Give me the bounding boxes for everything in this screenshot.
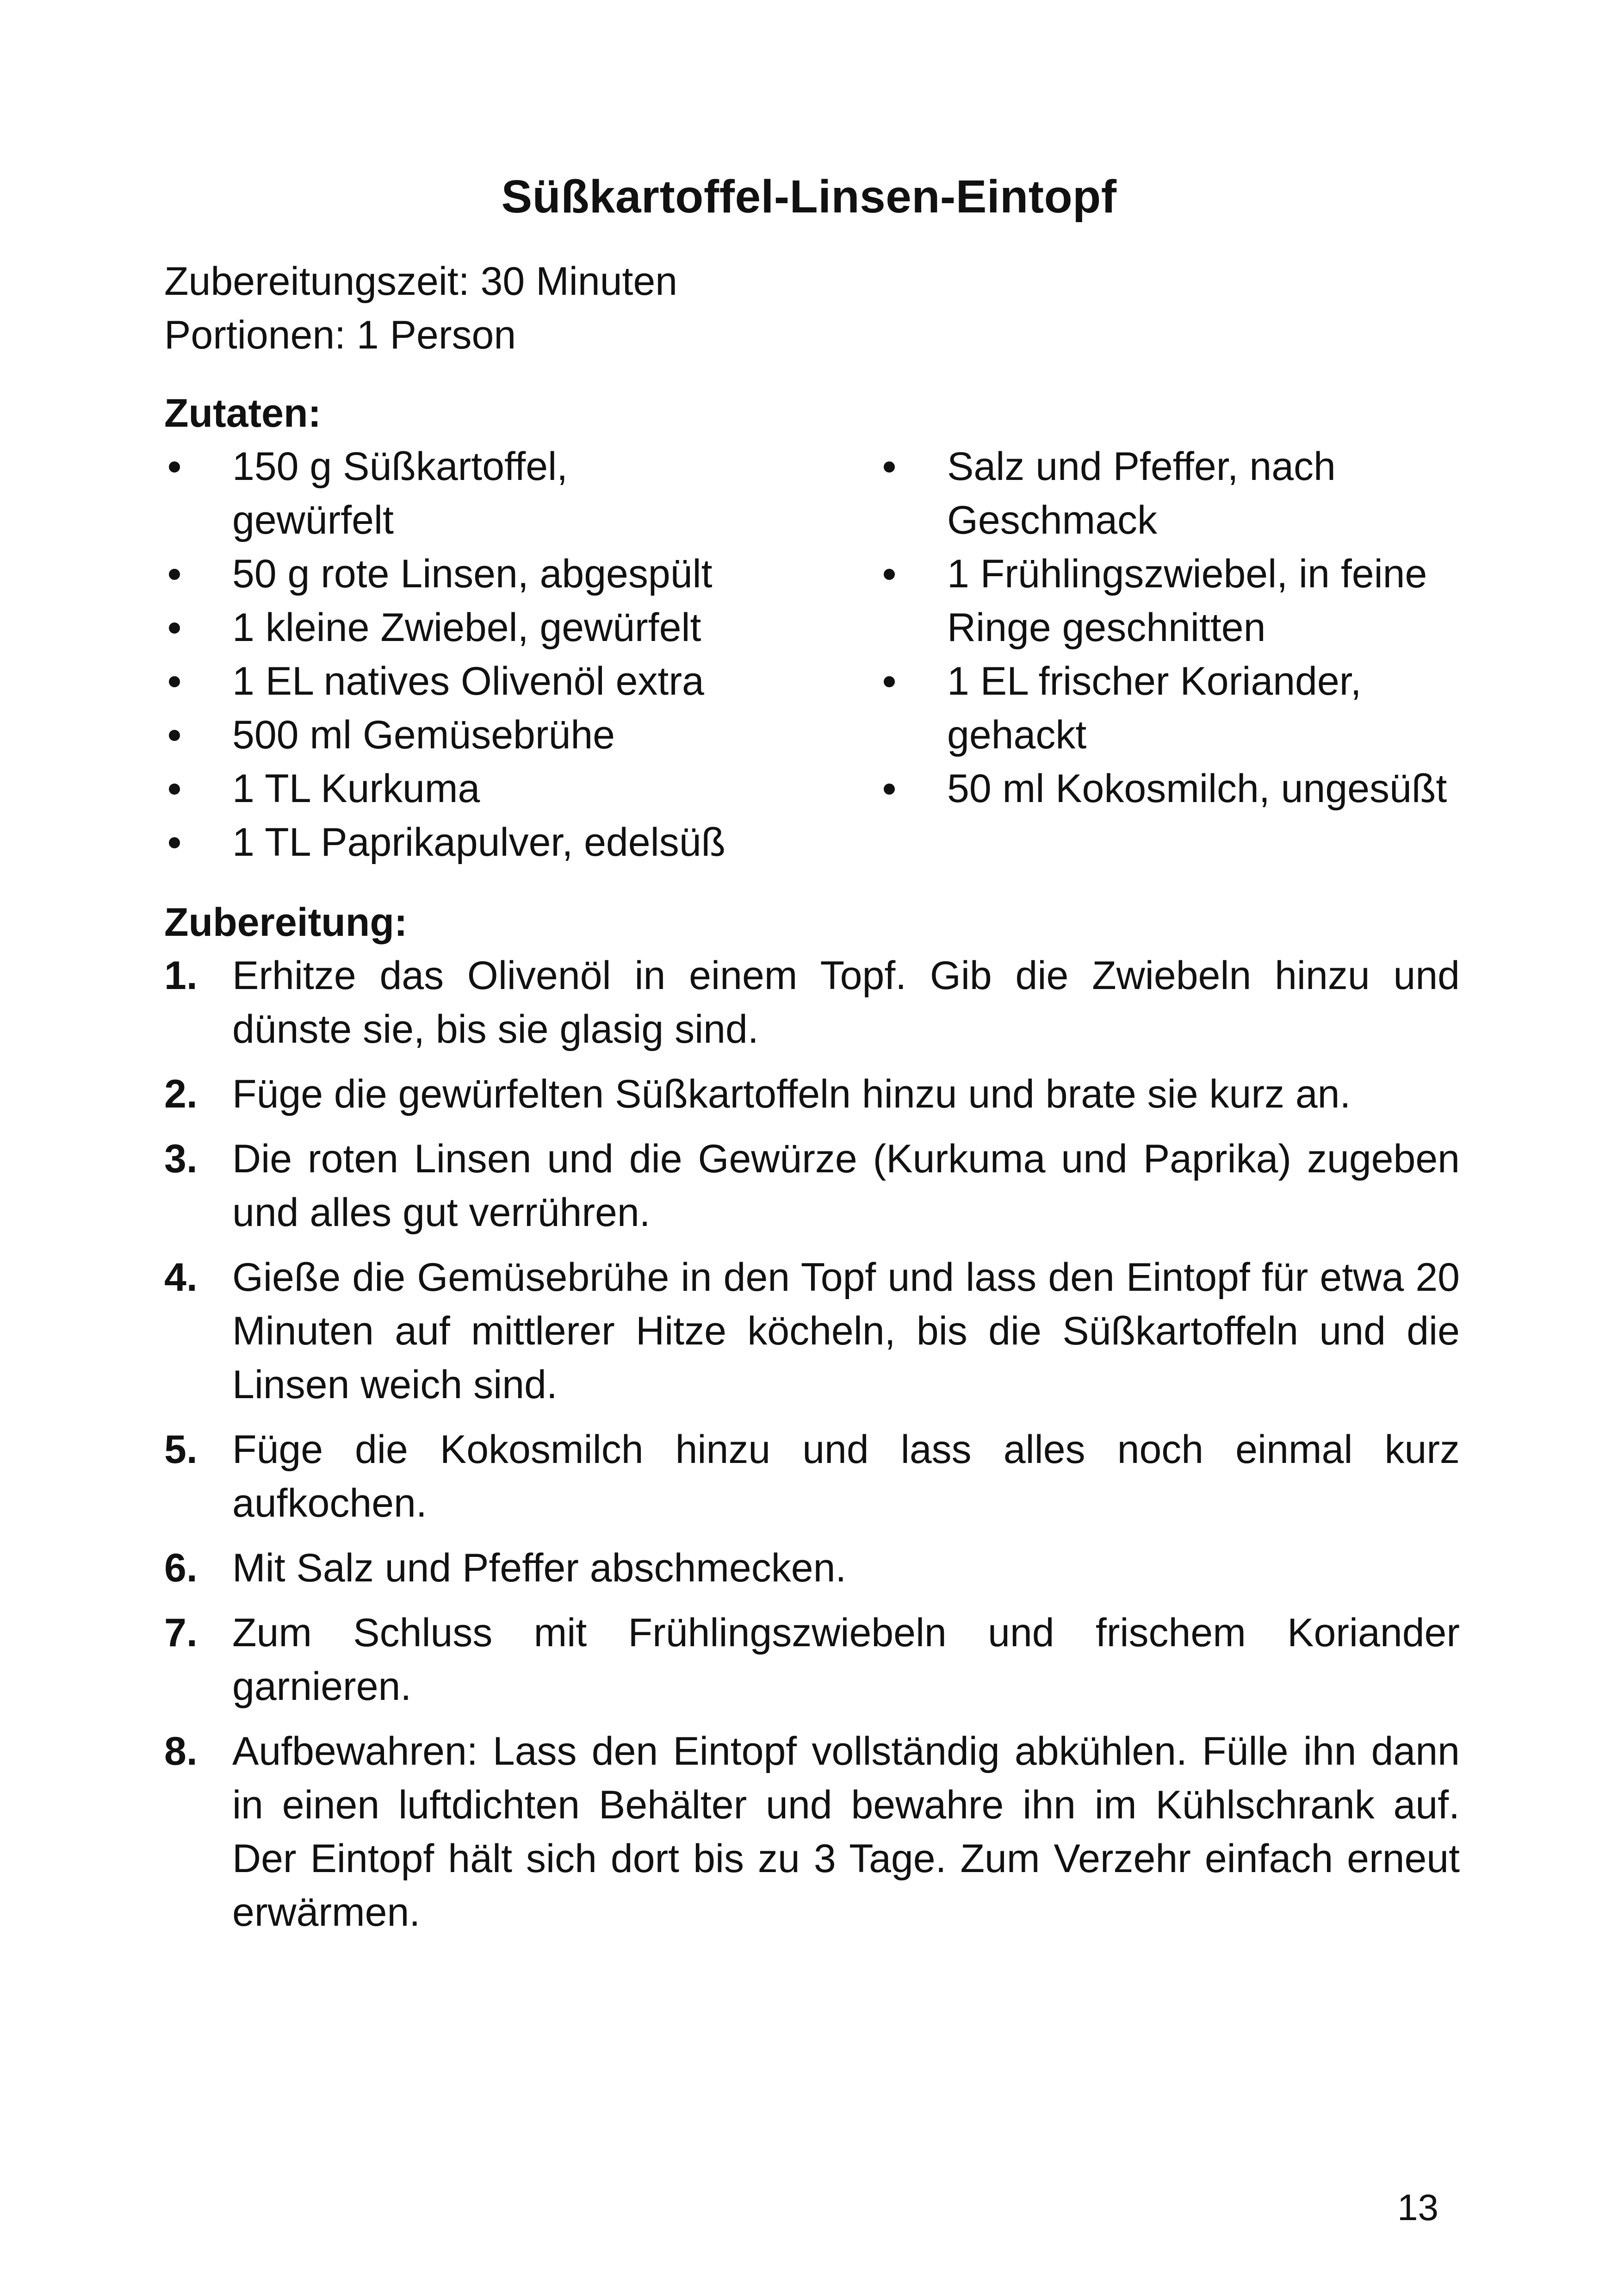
- list-item: [164, 1606, 1460, 1713]
- list-item: 150 g Süßkartoffel, gewürfelt: [164, 440, 733, 547]
- step-text: Gieße die Gemüsebrühe in den Topf und lass den Eintopf für etwa 20 Minuten auf mittlerer Hitze köcheln, bis die Süßkartoffeln und die Linsen weich sind.: [232, 1255, 1460, 1407]
- list-item: 1 kleine Zwiebel, gewürfelt: [164, 601, 733, 654]
- bullet-icon: [169, 784, 180, 795]
- list-item: 1 Frühlingszwiebel, in feine Ringe geschnitten: [879, 547, 1462, 654]
- servings: Portionen: 1 Person: [164, 313, 516, 357]
- list-item: [164, 1423, 1460, 1530]
- recipe-page: [164, 0, 1460, 2296]
- step-text: Füge die Kokosmilch hinzu und lass alles noch einmal kurz aufkochen.: [232, 1427, 1460, 1525]
- step-text: Füge die gewürfelten Süßkartoffeln hinzu und brate sie kurz an.: [232, 1072, 1351, 1116]
- step-text: Erhitze das Olivenöl in einem Topf. Gib die Zwiebeln hinzu und dünste sie, bis sie glasig sind.: [232, 953, 1460, 1052]
- bullet-icon: [169, 730, 180, 741]
- list-item: 1 EL natives Olivenöl extra: [164, 654, 733, 708]
- step-number: 7.: [164, 1611, 198, 1655]
- list-item: 1 EL frischer Koriander, gehackt: [879, 654, 1462, 762]
- step-text: Zum Schluss mit Frühlingszwiebeln und frischem Koriander garnieren.: [232, 1611, 1460, 1709]
- bullet-icon: [884, 784, 895, 795]
- bullet-icon: [169, 461, 180, 473]
- preparation-heading: Zubereitung:: [164, 900, 408, 945]
- list-item: [164, 1724, 1460, 1939]
- bullet-icon: [169, 622, 180, 634]
- list-item: [164, 949, 1460, 1056]
- bullet-icon: [884, 569, 895, 580]
- recipe-meta: [164, 255, 677, 362]
- list-item: [164, 1541, 1460, 1595]
- step-number: 8.: [164, 1729, 198, 1773]
- list-item: 1 TL Paprikapulver, edelsüß: [164, 815, 733, 869]
- step-number: 2.: [164, 1072, 198, 1116]
- ingredients-list-right: [879, 440, 1462, 815]
- list-item: 50 ml Kokosmilch, ungesüßt: [879, 762, 1462, 815]
- step-number: 3.: [164, 1137, 198, 1181]
- page-number: 13: [1397, 2187, 1438, 2228]
- bullet-icon: [884, 676, 895, 687]
- list-item: [164, 1251, 1460, 1412]
- step-number: 6.: [164, 1546, 198, 1590]
- recipe-title: Süßkartoffel-Linsen-Eintopf: [501, 171, 1117, 223]
- bullet-icon: [169, 569, 180, 580]
- prep-time: Zubereitungszeit: 30 Minuten: [164, 259, 678, 304]
- bullet-icon: [169, 676, 180, 687]
- ingredients-heading: Zutaten:: [164, 391, 322, 436]
- bullet-icon: [169, 837, 180, 848]
- ingredients-list-left: [164, 440, 733, 869]
- step-number: 1.: [164, 953, 198, 998]
- step-number: 4.: [164, 1255, 198, 1300]
- list-item: Salz und Pfeffer, nach Geschmack: [879, 440, 1462, 547]
- step-text: Die roten Linsen und die Gewürze (Kurkuma und Paprika) zugeben und alles gut verrühren.: [232, 1137, 1460, 1235]
- list-item: 1 TL Kurkuma: [164, 762, 733, 815]
- list-item: 500 ml Gemüsebrühe: [164, 708, 733, 762]
- list-item: [164, 1067, 1460, 1121]
- step-number: 5.: [164, 1427, 198, 1472]
- step-text: Aufbewahren: Lass den Eintopf vollständig abkühlen. Fülle ihn dann in einen luftdichten Behälter und bewahre ihn im Kühlschrank auf. Der Eintopf hält sich dort bis zu 3 Tage. Zum Verzehr einfach erneut erwärmen.: [232, 1729, 1460, 1935]
- list-item: [164, 1132, 1460, 1239]
- bullet-icon: [884, 461, 895, 473]
- step-text: Mit Salz und Pfeffer abschmecken.: [232, 1546, 847, 1590]
- list-item: 50 g rote Linsen, abgespült: [164, 547, 733, 601]
- preparation-steps: [164, 949, 1460, 1950]
